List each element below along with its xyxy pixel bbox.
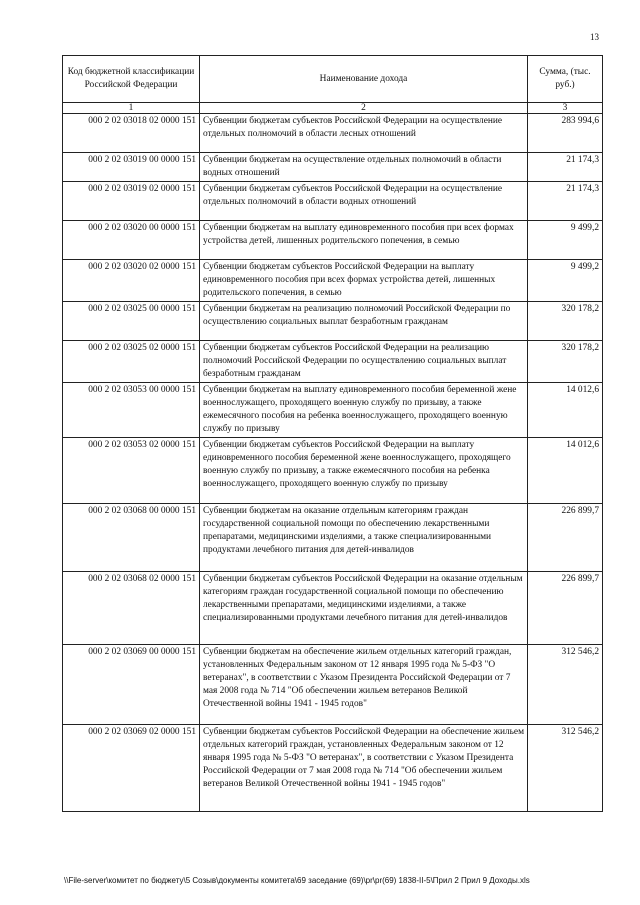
row-name: Субвенции бюджетам на выплату единовременного пособия беременной жене военнослужащего, проходящего военную службу по призыву, а также ежемесячного пособия на ребенка военнослужащего, проходящего военную службу по призыву [200,383,528,438]
table-row [63,503,603,571]
table-row [63,260,603,302]
column-number-row [63,103,603,114]
row-amount: 283 994,6 [528,114,603,153]
row-amount: 226 899,7 [528,503,603,571]
row-code: 000 2 02 03068 02 0000 151 [63,571,200,644]
table-row [63,114,603,153]
table-row [63,437,603,503]
row-name: Субвенции бюджетам субъектов Российской Федерации на обеспечение жильем отдельных категорий граждан, установленных Федеральным законом от 12 января 1995 года № 5-ФЗ "О ветеранах", в соответствии с Указом Президента Российской Федерации от 7 мая 2008 года № 714 "Об обеспечении жильем ветеранов Великой Отечественной войны 1941 - 1945 годов" [200,724,528,811]
row-amount: 14 012,6 [528,437,603,503]
row-name: Субвенции бюджетам субъектов Российской Федерации на выплату единовременного пособия при всех формах устройства детей, лишенных родительского попечения, в семью [200,260,528,302]
table-row [63,571,603,644]
row-name: Субвенции бюджетам субъектов Российской Федерации на осуществление отдельных полномочий в области водных отношений [200,182,528,221]
row-amount: 312 546,2 [528,644,603,724]
column-number: 1 [63,103,200,114]
row-amount: 9 499,2 [528,260,603,302]
row-amount: 14 012,6 [528,383,603,438]
table-row [63,724,603,811]
row-code: 000 2 02 03068 00 0000 151 [63,503,200,571]
row-code: 000 2 02 03018 02 0000 151 [63,114,200,153]
row-code: 000 2 02 03053 02 0000 151 [63,437,200,503]
header-name: Наименование дохода [200,56,528,103]
table-row [63,383,603,438]
row-name: Субвенции бюджетам на осуществление отдельных полномочий в области водных отношений [200,153,528,182]
table-body [63,114,603,812]
row-code: 000 2 02 03025 00 0000 151 [63,302,200,341]
table-row [63,182,603,221]
page-number: 13 [590,32,599,42]
file-path-footer: \\File-server\комитет по бюджету\5 Созыв\документы комитета\69 заседание (69)\pr\pr(69) 1838-II-5\Прил 2 Прил 9 Доходы.xls [64,876,530,885]
row-code: 000 2 02 03069 02 0000 151 [63,724,200,811]
row-code: 000 2 02 03019 02 0000 151 [63,182,200,221]
row-amount: 320 178,2 [528,302,603,341]
table-row [63,153,603,182]
row-code: 000 2 02 03020 02 0000 151 [63,260,200,302]
row-name: Субвенции бюджетам на оказание отдельным категориям граждан государственной социальной помощи по обеспечению лекарственными препаратами, медицинскими изделиями, а также специализированными продуктами лечебного питания для детей-инвалидов [200,503,528,571]
row-amount: 320 178,2 [528,341,603,383]
header-sum: Сумма, (тыс. руб.) [528,56,603,103]
row-code: 000 2 02 03020 00 0000 151 [63,221,200,260]
table-row [63,221,603,260]
row-amount: 21 174,3 [528,182,603,221]
table-header-row [63,56,603,103]
row-name: Субвенции бюджетам субъектов Российской Федерации на осуществление отдельных полномочий в области лесных отношений [200,114,528,153]
row-name: Субвенции бюджетам на выплату единовременного пособия при всех формах устройства детей, лишенных родительского попечения, в семью [200,221,528,260]
row-amount: 21 174,3 [528,153,603,182]
row-code: 000 2 02 03025 02 0000 151 [63,341,200,383]
row-name: Субвенции бюджетам субъектов Российской Федерации на реализацию полномочий Российской Федерации по осуществлению социальных выплат безработным гражданам [200,341,528,383]
column-number: 2 [200,103,528,114]
row-name: Субвенции бюджетам на обеспечение жильем отдельных категорий граждан, установленных Федеральным законом от 12 января 1995 года № 5-ФЗ "О ветеранах", в соответствии с Указом Президента Российской Федерации от 7 мая 2008 года № 714 "Об обеспечении жильем ветеранов Великой Отечественной войны 1941 - 1945 годов" [200,644,528,724]
table-row [63,644,603,724]
income-table [62,55,603,812]
row-name: Субвенции бюджетам субъектов Российской Федерации на выплату единовременного пособия беременной жене военнослужащего, проходящего военную службу по призыву, а также ежемесячного пособия на ребенка военнослужащего, проходящего военную службу по призыву [200,437,528,503]
row-name: Субвенции бюджетам субъектов Российской Федерации на оказание отдельным категориям граждан государственной социальной помощи по обеспечению лекарственными препаратами, медицинскими изделиями, а также специализированными продуктами лечебного питания для детей-инвалидов [200,571,528,644]
table-row [63,302,603,341]
row-code: 000 2 02 03053 00 0000 151 [63,383,200,438]
row-code: 000 2 02 03069 00 0000 151 [63,644,200,724]
row-amount: 226 899,7 [528,571,603,644]
table-row [63,341,603,383]
column-number: 3 [528,103,603,114]
row-amount: 312 546,2 [528,724,603,811]
row-amount: 9 499,2 [528,221,603,260]
header-code: Код бюджетной классификации Российской Федерации [63,56,200,103]
row-name: Субвенции бюджетам на реализацию полномочий Российской Федерации по осуществлению социальных выплат безработным гражданам [200,302,528,341]
row-code: 000 2 02 03019 00 0000 151 [63,153,200,182]
